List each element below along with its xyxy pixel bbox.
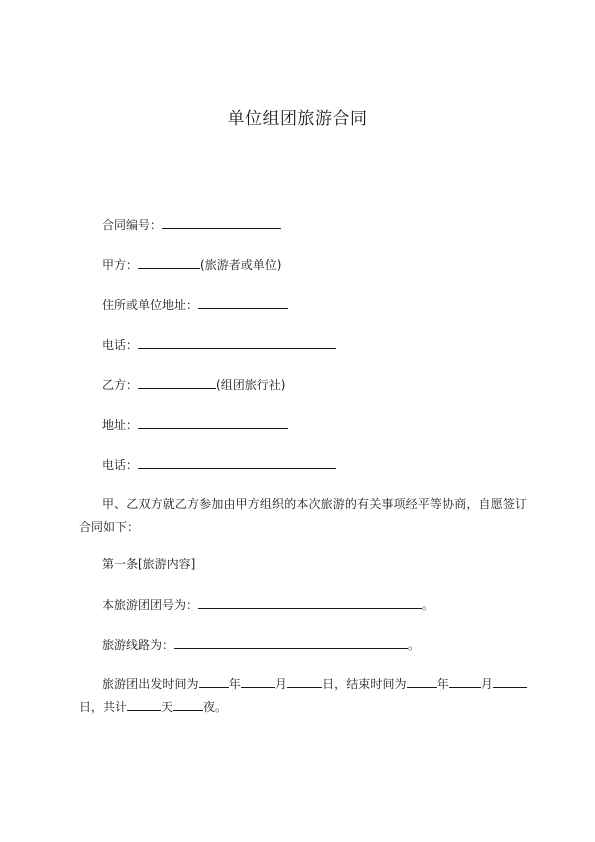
phone-a-label: 电话： xyxy=(102,338,139,352)
departure-prefix: 旅游团出发时间为 xyxy=(102,677,199,691)
contract-number-blank[interactable] xyxy=(162,217,281,229)
month-label: 月 xyxy=(274,677,287,691)
nights-count-blank[interactable] xyxy=(173,699,203,711)
departure-paragraph xyxy=(79,673,527,719)
address-b-label: 地址： xyxy=(102,418,139,432)
days-label: 天 xyxy=(161,700,174,714)
route-line xyxy=(102,637,420,652)
phone-a-line xyxy=(102,337,336,352)
party-b-label: 乙方： xyxy=(102,378,139,392)
route-label: 旅游线路为： xyxy=(102,638,175,652)
group-number-blank[interactable] xyxy=(198,597,422,609)
route-blank[interactable] xyxy=(174,637,408,649)
group-number-label: 本旅游团团号为： xyxy=(102,598,199,612)
party-a-line xyxy=(102,257,281,272)
start-day-blank[interactable] xyxy=(287,676,322,688)
route-end: 。 xyxy=(408,638,421,652)
month2-label: 月 xyxy=(480,677,493,691)
party-b-blank[interactable] xyxy=(138,377,216,389)
phone-b-label: 电话： xyxy=(102,458,139,472)
article-one-heading: 第一条[旅游内容] xyxy=(102,557,196,571)
start-year-blank[interactable] xyxy=(199,676,229,688)
group-number-line xyxy=(102,597,434,612)
document-title: 单位组团旅游合同 xyxy=(227,109,368,129)
end-month-blank[interactable] xyxy=(449,676,481,688)
phone-b-line xyxy=(102,457,336,472)
address-a-label: 住所或单位地址： xyxy=(102,298,199,312)
phone-a-blank[interactable] xyxy=(138,337,336,349)
party-a-label: 甲方： xyxy=(102,258,139,272)
party-b-line xyxy=(102,377,285,392)
address-a-line xyxy=(102,297,288,312)
party-a-note: (旅游者或单位) xyxy=(200,258,282,272)
year2-label: 年 xyxy=(436,677,449,691)
address-a-blank[interactable] xyxy=(198,297,288,309)
day2-label: 日，共计 xyxy=(79,700,128,714)
phone-b-blank[interactable] xyxy=(138,457,336,469)
contract-number-line xyxy=(102,217,281,232)
end-day-blank[interactable] xyxy=(493,676,527,688)
party-a-blank[interactable] xyxy=(138,257,200,269)
intro-paragraph: 甲、乙双方就乙方参加由甲方组织的本次旅游的有关事项经平等协商，自愿签订合同如下： xyxy=(79,497,527,534)
contract-number-label: 合同编号： xyxy=(102,218,163,232)
nights-label: 夜。 xyxy=(203,700,228,714)
end-year-blank[interactable] xyxy=(407,676,437,688)
days-count-blank[interactable] xyxy=(127,699,161,711)
address-b-blank[interactable] xyxy=(138,417,288,429)
address-b-line xyxy=(102,417,288,432)
party-b-note: (组团旅行社) xyxy=(216,378,286,392)
year-label: 年 xyxy=(228,677,241,691)
day-then-label: 日，结束时间为 xyxy=(321,677,407,691)
start-month-blank[interactable] xyxy=(241,676,275,688)
group-number-end: 。 xyxy=(422,598,435,612)
